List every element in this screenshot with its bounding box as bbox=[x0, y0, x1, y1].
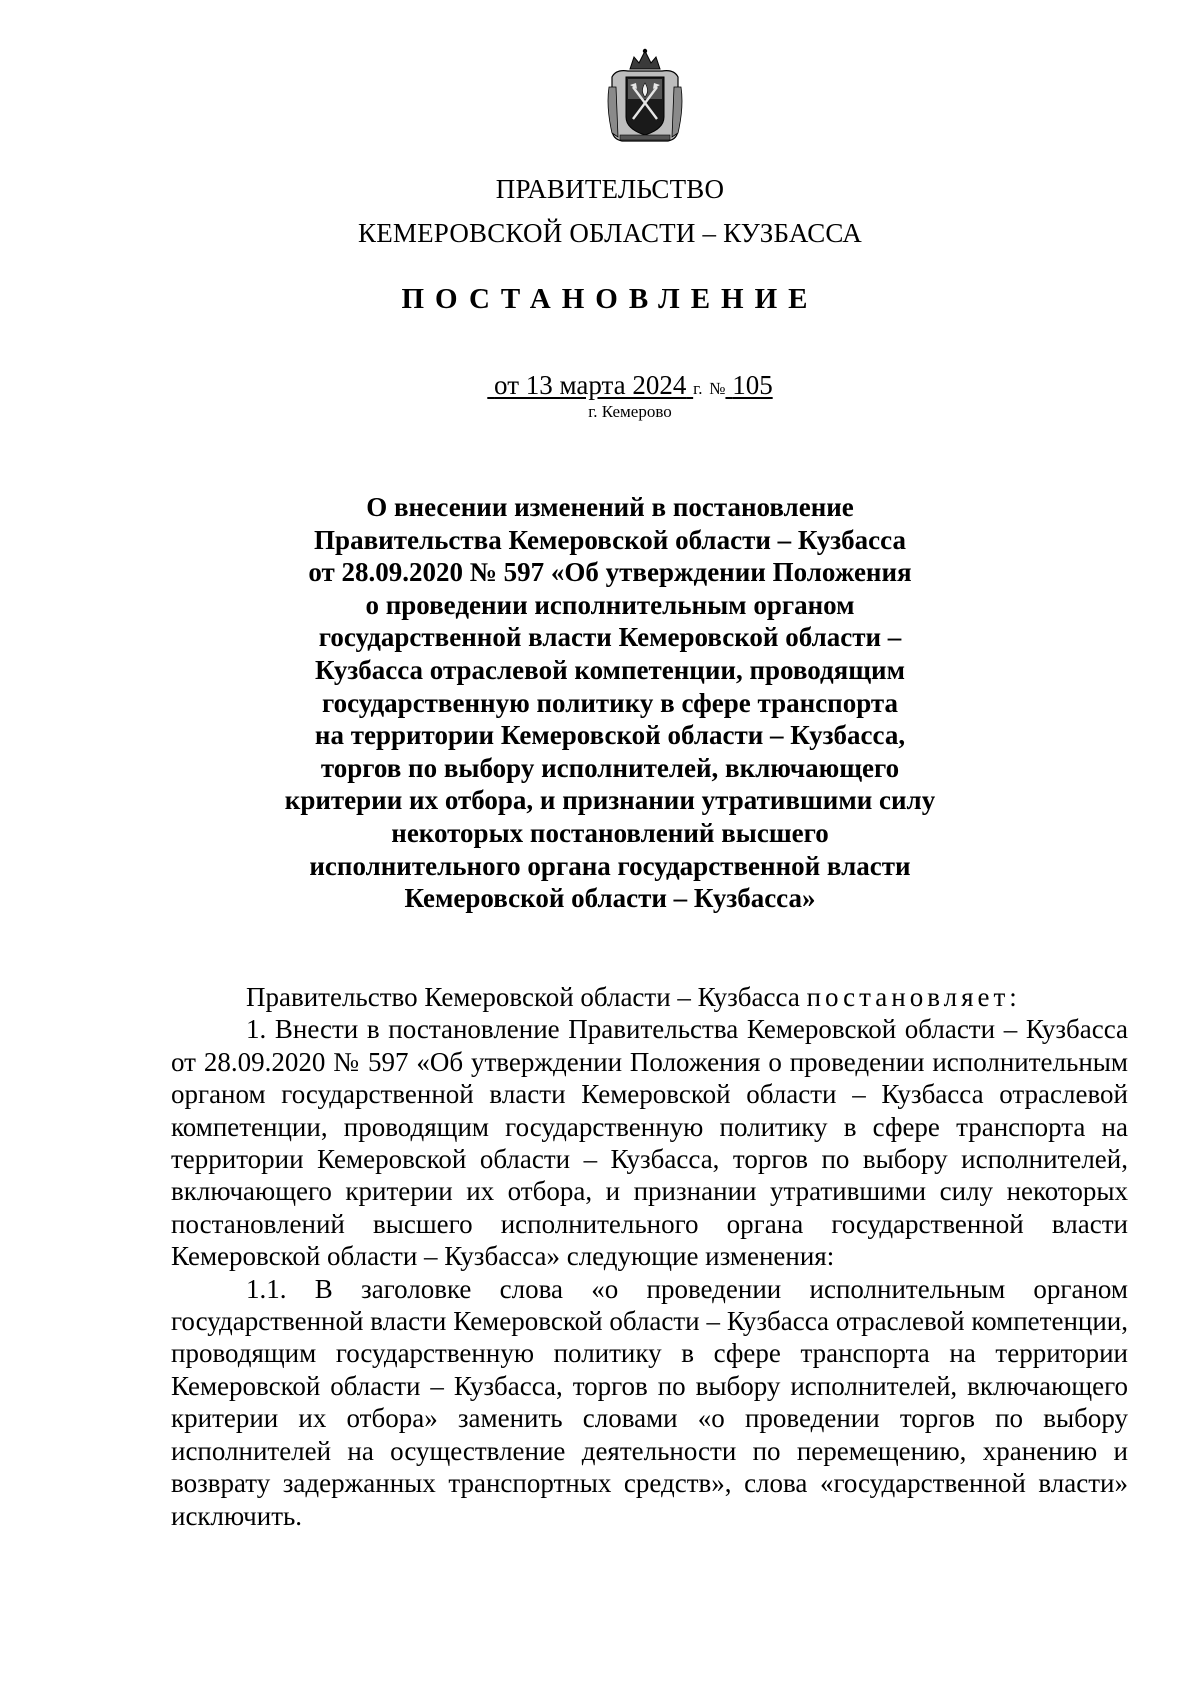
title-line: Правительства Кемеровской области – Кузбасса bbox=[314, 524, 906, 555]
title-line: торгов по выбору исполнителей, включающего bbox=[320, 752, 900, 783]
document-number: 105 bbox=[732, 370, 773, 400]
paragraph-1: 1. Внести в постановление Правительства Кемеровской области – Кузбасса от 28.09.2020 № 597 «Об утверждении Положения о проведении исполнительным органом государственной власти Кемеровской области – Кузбасса отраслевой компетенции, проводящим государственную политику в сфере транспорта на территории Кемеровской области – Кузбасса, торгов по выбору исполнителей, включающего критерии их отбора, и признании утратившими силу некоторых постановлений высшего исполнительного органа государственной власти Кемеровской области – Кузбасса» следующие изменения: bbox=[171, 1014, 1128, 1272]
date-number-line bbox=[0, 369, 1200, 405]
title-line: государственной власти Кемеровской области – bbox=[318, 622, 902, 653]
intro-text: Правительство Кемеровской области – Кузбасса bbox=[246, 982, 800, 1012]
title-line: Кузбасса отраслевой компетенции, проводящим bbox=[315, 654, 905, 685]
government-name-line2: КЕМЕРОВСКОЙ ОБЛАСТИ – КУЗБАССА bbox=[358, 218, 862, 248]
document-date: от 13 марта 2024 bbox=[494, 370, 687, 400]
city-label: г. Кемерово bbox=[588, 402, 672, 421]
title-line: государственную политику в сфере транспорта bbox=[322, 687, 898, 718]
title-line: о проведении исполнительным органом bbox=[365, 589, 855, 620]
paragraph-1-1: 1.1. В заголовке слова «о проведении исполнительным органом государственной власти Кемеровской области – Кузбасса отраслевой компетенции, проводящим государственную политику в сфере транспорта на территории Кемеровской области – Кузбасса, торгов по выбору исполнителей, включающего критерии их отбора» заменить словами «о проведении торгов по выбору исполнителей на осуществление деятельности по перемещению, хранению и возврату задержанных транспортных средств», слова «государственной власти» исключить. bbox=[171, 1273, 1128, 1531]
title-line: некоторых постановлений высшего bbox=[391, 817, 829, 848]
title-line: Кемеровской области – Кузбасса» bbox=[404, 883, 816, 914]
number-sign: № bbox=[709, 379, 726, 398]
title-line: критерии их отбора, и признании утратившими силу bbox=[284, 785, 936, 816]
title-line: исполнительного органа государственной власти bbox=[309, 850, 911, 881]
coat-of-arms-emblem bbox=[606, 47, 684, 145]
year-suffix: г. bbox=[693, 379, 703, 398]
intro-paragraph bbox=[171, 981, 1128, 1013]
title-line: на территории Кемеровской области – Кузбасса, bbox=[314, 720, 906, 751]
government-name-line1: ПРАВИТЕЛЬСТВО bbox=[495, 174, 725, 204]
title-line: от 28.09.2020 № 597 «Об утверждении Положения bbox=[308, 557, 912, 588]
document-body bbox=[171, 981, 1128, 1532]
document-type-heading: ПОСТАНОВЛЕНИЕ bbox=[401, 283, 819, 315]
document-title bbox=[250, 491, 970, 915]
title-line: О внесении изменений в постановление bbox=[366, 492, 854, 522]
intro-verb: постановляет: bbox=[806, 982, 1021, 1012]
